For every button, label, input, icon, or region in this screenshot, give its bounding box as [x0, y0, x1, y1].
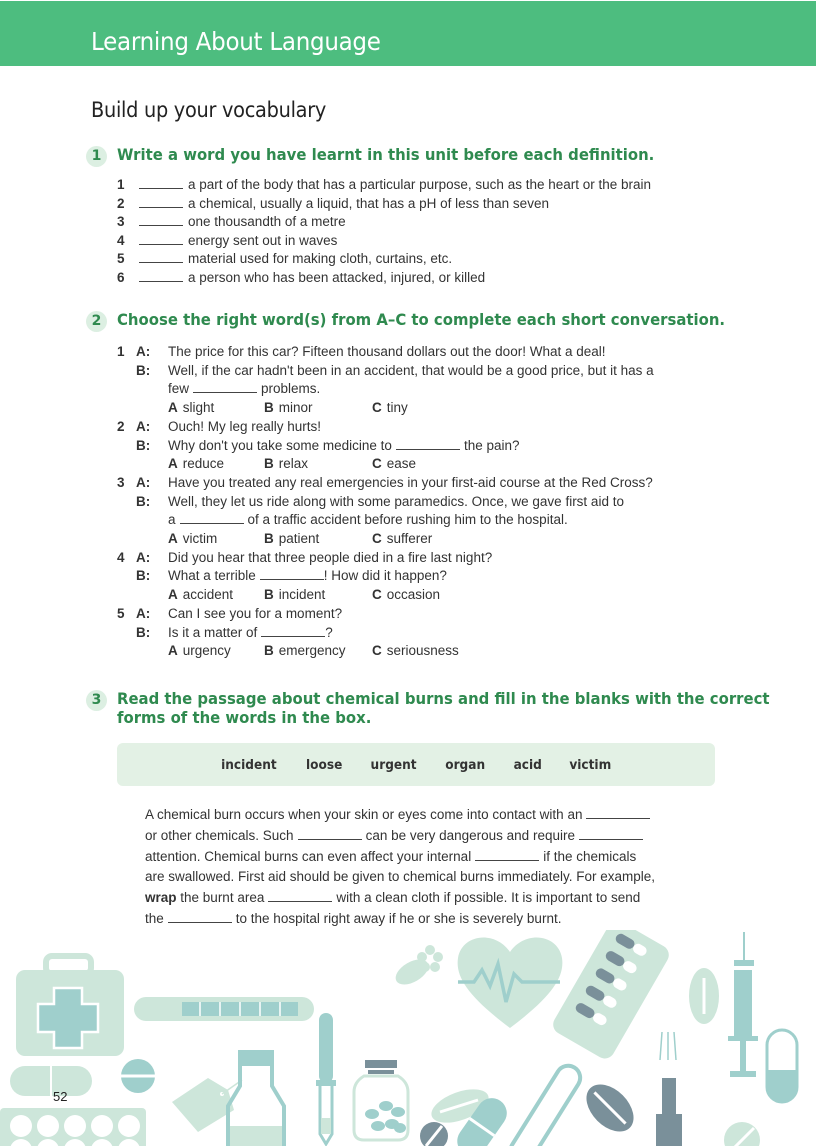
option-c[interactable]: [372, 586, 440, 605]
first-aid-kit-icon: [16, 956, 124, 1056]
answer-blank[interactable]: [139, 195, 183, 208]
speaker-a-line: The price for this car? Fifteen thousand dollars out the door! What a deal!: [168, 344, 606, 359]
option-text: relax: [278, 456, 309, 472]
option-text: tiny: [386, 400, 408, 416]
speaker-a-label: A:: [136, 418, 151, 434]
option-text: ease: [386, 456, 417, 472]
answer-blank[interactable]: [180, 511, 244, 524]
option-a[interactable]: [168, 455, 264, 474]
blister-pack-icon: [0, 1108, 146, 1146]
passage-text: can be very dangerous and require: [365, 827, 575, 843]
pill-jar-icon: [354, 1060, 408, 1140]
section-title: Build up your vocabulary: [91, 98, 327, 122]
label-tag-icon: [172, 1078, 242, 1132]
option-letter: A: [168, 531, 178, 547]
word-box: [117, 743, 715, 786]
speaker-b-line: a: [168, 512, 176, 528]
option-letter: A: [168, 400, 178, 416]
oval-tablet-icon: [689, 968, 719, 1024]
option-text: emergency: [278, 643, 346, 659]
option-letter: B: [264, 531, 274, 547]
speaker-a-line: Did you hear that three people died in a fire last night?: [168, 549, 493, 565]
heart-rate-icon: [458, 938, 563, 1028]
option-text: occasion: [386, 587, 441, 603]
answer-blank[interactable]: [396, 437, 460, 450]
option-a[interactable]: [168, 642, 264, 661]
definition-item: [117, 232, 651, 251]
speaker-b-line: of a traffic accident before rushing him to the hospital.: [247, 512, 568, 528]
option-letter: B: [264, 587, 274, 603]
option-a[interactable]: [168, 586, 264, 605]
chapter-title: Learning About Language: [91, 27, 381, 56]
answer-options: [168, 455, 654, 474]
speaker-b-line: few: [168, 381, 190, 397]
passage-text: A chemical burn occurs when your skin or eyes come into contact with an: [145, 807, 583, 822]
option-text: slight: [182, 400, 215, 416]
definition-item: [117, 213, 651, 232]
item-number: 2: [117, 195, 125, 211]
speaker-a-line: Have you treated any real emergencies in your first-aid course at the Red Cross?: [168, 474, 653, 490]
tablet-icon: [420, 1122, 448, 1146]
item-number: 6: [117, 269, 125, 285]
speaker-b-label: B:: [136, 493, 151, 509]
item-number: 1: [117, 177, 125, 192]
speaker-b-line: ?: [325, 624, 333, 640]
option-text: accident: [182, 587, 234, 603]
speaker-b-label: B:: [136, 568, 151, 584]
passage-text: the: [145, 910, 164, 926]
option-text: minor: [278, 400, 313, 416]
exercise-number-badge: 3: [86, 690, 107, 711]
answer-options: [168, 642, 654, 661]
exercise-2-heading: [86, 310, 771, 332]
option-letter: B: [264, 456, 274, 472]
capsule-icon: [10, 1066, 92, 1096]
answer-blank[interactable]: [298, 827, 362, 840]
tablet-icon: [121, 1059, 155, 1093]
answer-blank[interactable]: [139, 176, 183, 189]
option-letter: C: [372, 531, 382, 547]
thermometer-icon: [134, 997, 314, 1021]
answer-blank[interactable]: [139, 250, 183, 263]
pill-blister-icon: [550, 930, 673, 1062]
definition-text: a person who has been attacked, injured, or killed: [188, 269, 486, 285]
thermometer-icon: [506, 1061, 585, 1146]
oval-tablet-icon: [577, 1075, 642, 1140]
exercise-3-heading: [86, 689, 816, 727]
exercise-1-heading: [86, 145, 695, 167]
speaker-a-label: A:: [136, 549, 151, 565]
reading-passage: [145, 805, 685, 930]
answer-blank[interactable]: [475, 848, 539, 861]
word-box-item: loose: [305, 756, 343, 773]
definition-text: energy sent out in waves: [188, 232, 338, 248]
answer-options: [168, 399, 654, 418]
option-a[interactable]: [168, 530, 264, 549]
option-c[interactable]: [372, 455, 416, 474]
answer-blank[interactable]: [139, 213, 183, 226]
option-text: sufferer: [386, 531, 433, 547]
answer-blank[interactable]: [193, 380, 257, 393]
option-b[interactable]: [264, 530, 372, 549]
option-c[interactable]: [372, 530, 432, 549]
item-number: 1: [117, 344, 125, 359]
speaker-b-line: problems.: [261, 381, 321, 397]
passage-text: the burnt area: [180, 890, 265, 906]
answer-blank[interactable]: [260, 567, 324, 580]
speaker-a-label: A:: [136, 474, 151, 490]
speaker-a-label: A:: [136, 605, 151, 621]
item-number: 2: [117, 418, 125, 434]
passage-text: with a clean cloth if possible. It is important to send: [336, 890, 641, 906]
speaker-b-line: Is it a matter of: [168, 624, 258, 640]
definition-item: [117, 269, 651, 288]
speaker-a-label: A:: [136, 344, 151, 359]
option-b[interactable]: [264, 642, 372, 661]
definition-text: material used for making cloth, curtains, etc.: [188, 251, 453, 267]
exercise-instruction: Write a word you have learnt in this unit before each definition.: [117, 145, 655, 164]
chapter-header-bar: [0, 1, 816, 66]
item-number: 3: [117, 474, 125, 490]
passage-text: are swallowed. First aid should be given to chemical burns immediately. For example,: [145, 869, 655, 885]
word-box-item: victim: [569, 756, 612, 773]
option-text: patient: [278, 531, 320, 547]
herb-flower-icon: [391, 945, 443, 990]
word-box-item: organ: [445, 756, 486, 773]
option-letter: B: [264, 400, 274, 416]
speaker-a-line: Ouch! My leg really hurts!: [168, 418, 322, 434]
answer-options: [168, 586, 654, 605]
speaker-b-line: Well, if the car hadn't been in an accident, that would be a good price, but it has a: [168, 362, 654, 378]
speaker-b-line: Well, they let us ride along with some paramedics. Once, we gave first aid to: [168, 493, 624, 509]
option-letter: C: [372, 400, 382, 416]
definition-item: [117, 176, 651, 195]
word-box-item: incident: [221, 756, 277, 773]
passage-text: if the chemicals: [543, 848, 637, 864]
option-c[interactable]: [372, 399, 408, 418]
exercise-instruction: Read the passage about chemical burns and fill in the blanks with the correct: [117, 689, 770, 708]
medical-supplies-illustration: [0, 930, 816, 1146]
definition-text: a part of the body that has a particular purpose, such as the heart or the brain: [188, 177, 652, 192]
passage-keyword: wrap: [145, 890, 177, 906]
answer-blank[interactable]: [139, 269, 183, 282]
option-text: incident: [278, 587, 326, 603]
word-box-item: acid: [513, 756, 542, 773]
option-b[interactable]: [264, 399, 372, 418]
definition-item: [117, 250, 651, 269]
option-text: seriousness: [386, 643, 459, 659]
passage-text: attention. Chemical burns can even affect your internal: [145, 848, 472, 864]
tablet-icon: [724, 1122, 760, 1146]
answer-blank[interactable]: [139, 232, 183, 245]
exercise-number-badge: 1: [86, 146, 107, 167]
word-box-item: urgent: [370, 756, 417, 773]
definition-text: one thousandth of a metre: [188, 214, 346, 230]
syringe-icon: [728, 932, 758, 1077]
item-number: 4: [117, 549, 125, 565]
page-number: 52: [53, 1089, 68, 1104]
answer-blank[interactable]: [586, 806, 650, 819]
option-letter: B: [264, 643, 274, 659]
item-number: 5: [117, 251, 125, 267]
option-letter: A: [168, 587, 178, 603]
speaker-b-line: the pain?: [463, 437, 520, 453]
item-number: 3: [117, 214, 125, 230]
item-number: 4: [117, 232, 125, 248]
option-a[interactable]: [168, 399, 264, 418]
item-number: 5: [117, 605, 125, 621]
option-letter: C: [372, 587, 382, 603]
exercise-instruction: forms of the words in the box.: [117, 708, 372, 727]
definition-list: [117, 176, 651, 288]
option-letter: C: [372, 456, 382, 472]
speaker-a-line: Can I see you for a moment?: [168, 605, 343, 621]
speaker-b-label: B:: [136, 624, 151, 640]
dropper-icon: [316, 1013, 336, 1144]
bottle-icon: [228, 1050, 284, 1146]
conversation-list: [117, 343, 654, 661]
exercise-instruction: Choose the right word(s) from A–C to complete each short conversation.: [117, 310, 726, 329]
option-letter: A: [168, 456, 178, 472]
definition-item: [117, 195, 651, 214]
speaker-b-label: B:: [136, 437, 151, 453]
option-text: victim: [182, 531, 218, 547]
option-text: reduce: [182, 456, 225, 472]
passage-text: or other chemicals. Such: [145, 827, 294, 843]
answer-blank[interactable]: [579, 827, 643, 840]
option-letter: C: [372, 643, 382, 659]
speaker-b-line: ! How did it happen?: [323, 568, 447, 584]
answer-blank[interactable]: [268, 889, 332, 902]
option-text: urgency: [182, 643, 231, 659]
exercise-number-badge: 2: [86, 311, 107, 332]
answer-options: [168, 530, 654, 549]
option-b[interactable]: [264, 586, 372, 605]
speaker-b-line: What a terrible: [168, 568, 256, 584]
capsule-icon: [767, 1030, 797, 1102]
definition-text: a chemical, usually a liquid, that has a pH of less than seven: [188, 195, 549, 211]
speaker-b-line: Why don't you take some medicine to: [168, 437, 392, 453]
option-c[interactable]: [372, 642, 459, 661]
passage-text: to the hospital right away if he or she is severely burnt.: [235, 910, 562, 926]
answer-blank[interactable]: [168, 910, 232, 923]
answer-blank[interactable]: [261, 624, 325, 637]
nasal-spray-icon: [656, 1032, 682, 1146]
option-b[interactable]: [264, 455, 372, 474]
option-letter: A: [168, 643, 178, 659]
speaker-b-label: B:: [136, 362, 151, 378]
